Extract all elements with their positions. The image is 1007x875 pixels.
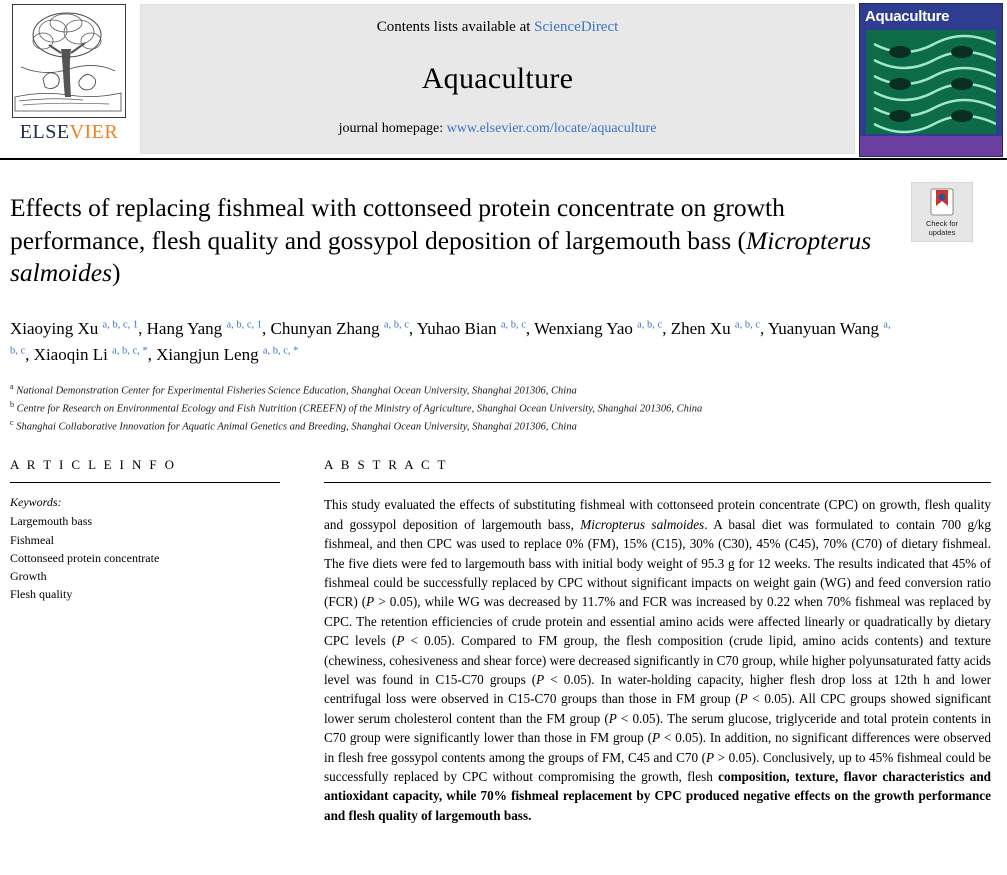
abstract-segment: composition, texture, flavor characteristics and antioxidant capacity, while 70% fishmeal replacement by CPC produced negative effects on the growth performance and flesh quality of largemouth bass. (324, 769, 991, 823)
title-text-main: Effects of replacing fishmeal with cottonseed protein concentrate on growth performance, flesh quality and gossypol deposition of largemouth bass ( (10, 193, 785, 255)
abstract-segment: . A basal diet was formulated to contain 700 g/kg fishmeal, and then CPC was used to replace 0% (FM), 15% (C15), 30% (C30), 45% (C45), 70% (C70) of dietary fishmeal. The five diets were fed to largemouth bass with initial body weight of 95.3 g for 12 weeks. The results indicated that 45% of fishmeal could be successfully replaced by CPC without significant impacts on weight gain (WG) and feed conversion ratio (FCR) ( (324, 516, 991, 610)
abstract-segment: P (366, 594, 375, 610)
author-name: Xiangjun Leng (156, 345, 259, 365)
title-text-close: ) (112, 258, 121, 288)
keyword-item: Flesh quality (10, 587, 73, 602)
author-name: Hang Yang (146, 318, 223, 338)
author-affiliation-marks: a, b, c (637, 319, 663, 331)
journal-band (140, 4, 855, 154)
author-name: Chunyan Zhang (270, 318, 380, 338)
homepage-prefix: journal homepage: (338, 121, 447, 136)
article-info-column (10, 457, 296, 825)
abstract-segment: < 0.05). Compared to FM group, the flesh composition (crude lipid, amino acids contents) and texture (chewiness, cohesiveness and shear force) were decreased significantly in C70 group, while higher polyunsaturated fatty acids level was found in C15-C70 groups ( (324, 633, 992, 687)
affiliation-text: National Demonstration Center for Experimental Fisheries Science Education, Shanghai Ocean University, Shanghai 201306, China (16, 385, 577, 397)
abstract-column (296, 457, 991, 825)
abstract-segment: P (608, 710, 617, 726)
abstract-divider (324, 482, 991, 483)
title-species-name: Micropterus salmoides (10, 225, 872, 288)
affiliation-item (10, 399, 901, 417)
affiliation-item (10, 417, 901, 435)
author-entry (34, 345, 148, 364)
author-entry (156, 345, 298, 364)
info-abstract-section (10, 457, 997, 825)
abstract-segment: This study evaluated the effects of substituting fishmeal with cottonseed protein concentrate (CPC) on growth, flesh quality and gossypol deposition of largemouth bass, (324, 497, 991, 532)
crossmark-icon (927, 188, 957, 218)
abstract-text (324, 495, 991, 825)
author-entry (10, 319, 138, 338)
author-entry (534, 319, 662, 338)
abstract-heading: A B S T R A C T (324, 457, 448, 473)
journal-homepage-link[interactable]: www.elsevier.com/locate/aquaculture (446, 121, 657, 136)
author-name: Xiaoying Xu (10, 318, 99, 338)
affiliation-text: Centre for Research on Environmental Ecology and Fish Nutrition (CREEFN) of the Ministry of Agriculture, Shanghai Ocean University, Shanghai 201306, China (16, 403, 703, 415)
journal-homepage-line (339, 121, 657, 137)
author-entry (147, 319, 262, 338)
author-name: Yuanyuan Wang (767, 318, 880, 338)
affiliation-mark: a (10, 381, 14, 391)
elsevier-wordmark (20, 121, 118, 144)
author-affiliation-marks: a, b, c (734, 319, 760, 331)
abstract-segment: > 0.05). Conclusively, up to 45% fishmeal could be successfully replaced by CPC without compromising the growth, flesh (324, 749, 992, 784)
crossmark-badge[interactable] (911, 182, 973, 242)
journal-title: Aquaculture (421, 61, 574, 95)
crossmark-label-line1: Check for (925, 219, 959, 228)
cover-photo (866, 30, 996, 134)
author-affiliation-marks: a, b, c (500, 319, 526, 331)
cover-footer-band (860, 136, 1002, 156)
contents-prefix: Contents lists available at (376, 19, 535, 35)
abstract-segment: < 0.05). In addition, no significant differences were observed in flesh free gossypol contents among the groups of FM, C45 and C70 ( (324, 730, 991, 765)
article-info-divider (10, 482, 280, 483)
affiliation-mark: c (10, 418, 14, 428)
author-affiliation-marks: a, b, c (383, 319, 409, 331)
author-list: Xiaoying Xu $^{a, b, c, 1}$, Hang Yang $^{a, b, c, 1}$, Chunyan Zhang $^{a, b, c}$, Yuhao Bian $^{a, b, c}$, Wenxiang Yao $^{a, b, c}$, Zhen Xu $^{a, b, c}$, Yuanyuan Wang $^{a, b, c}$, Xiaoqin Li $^{a, b, c, *}$, Xiangjun Leng $^{a, b, c, *}$ (10, 318, 891, 365)
keywords-label: Keywords: (10, 495, 62, 510)
page-title (10, 192, 901, 290)
article-info-heading: A R T I C L E I N F O (10, 457, 177, 473)
elsevier-tree-icon (12, 4, 126, 118)
affiliation-mark: b (10, 399, 14, 409)
author-name: Zhen Xu (670, 318, 731, 338)
keyword-item: Largemouth bass (10, 514, 93, 529)
author-affiliation-marks: a, b, c (10, 319, 891, 357)
author-affiliation-marks: a, b, c, * (262, 345, 299, 357)
keyword-item: Growth (10, 569, 47, 584)
abstract-segment: < 0.05). The serum glucose, triglyceride and total protein contents in C70 group were significantly lower than those in FM group ( (324, 710, 991, 746)
author-name: Wenxiang Yao (534, 318, 633, 338)
author-entry (671, 319, 760, 338)
affiliation-item (10, 381, 901, 399)
affiliation-text: Shanghai Collaborative Innovation for Aquatic Animal Genetics and Breeding, Shanghai Ocean University, Shanghai 201306, China (16, 421, 577, 433)
author-name: Xiaoqin Li (33, 345, 108, 365)
cover-artwork (866, 30, 996, 134)
author-affiliation-marks: a, b, c, 1 (102, 319, 139, 331)
cover-journal-label: Aquaculture (865, 8, 950, 25)
author-name: Yuhao Bian (416, 318, 497, 338)
abstract-segment: P (652, 730, 661, 746)
abstract-segment: P (396, 633, 405, 649)
abstract-segment: < 0.05). All CPC groups showed significant lower serum cholesterol content than the FM group ( (324, 691, 992, 726)
journal-cover-thumbnail (857, 0, 1007, 158)
keywords-list (10, 512, 280, 603)
abstract-segment: P (739, 691, 748, 707)
abstract-segment: P (536, 671, 545, 687)
author-affiliation-marks: a, b, c, 1 (226, 319, 263, 331)
abstract-segment: Micropterus salmoides (580, 516, 705, 532)
author-entry (417, 319, 526, 338)
sciencedirect-link[interactable]: ScienceDirect (534, 19, 619, 35)
keyword-item: Fishmeal (10, 532, 54, 547)
crossmark-label-line2: updates (928, 227, 956, 237)
abstract-segment: < 0.05). In water-holding capacity, higher flesh drop loss at 12th h and lower centrifugal loss were observed in C15-C70 groups than those in FM group ( (324, 671, 991, 707)
author-affiliation-marks: a, b, c, * (112, 345, 148, 357)
author-entry (271, 319, 409, 338)
abstract-segment: > 0.05), while WG was decreased by 11.7% and FCR was increased by 0.22 when 70% fishmeal was replaced by CPC. The retention efficiencies of crude protein and essential amino acids were affected linearly or quadratically by dietary CPC levels ( (324, 594, 991, 649)
affiliation-list (10, 381, 901, 436)
abstract-segment: P (706, 749, 715, 765)
contents-lists-line (377, 19, 619, 36)
article-body (0, 160, 1007, 825)
journal-masthead (0, 0, 1007, 160)
elsevier-logo (0, 0, 138, 158)
keyword-item: Cottonseed protein concentrate (10, 550, 160, 565)
elsevier-wordmark-text: ELSEVIER (19, 121, 119, 143)
